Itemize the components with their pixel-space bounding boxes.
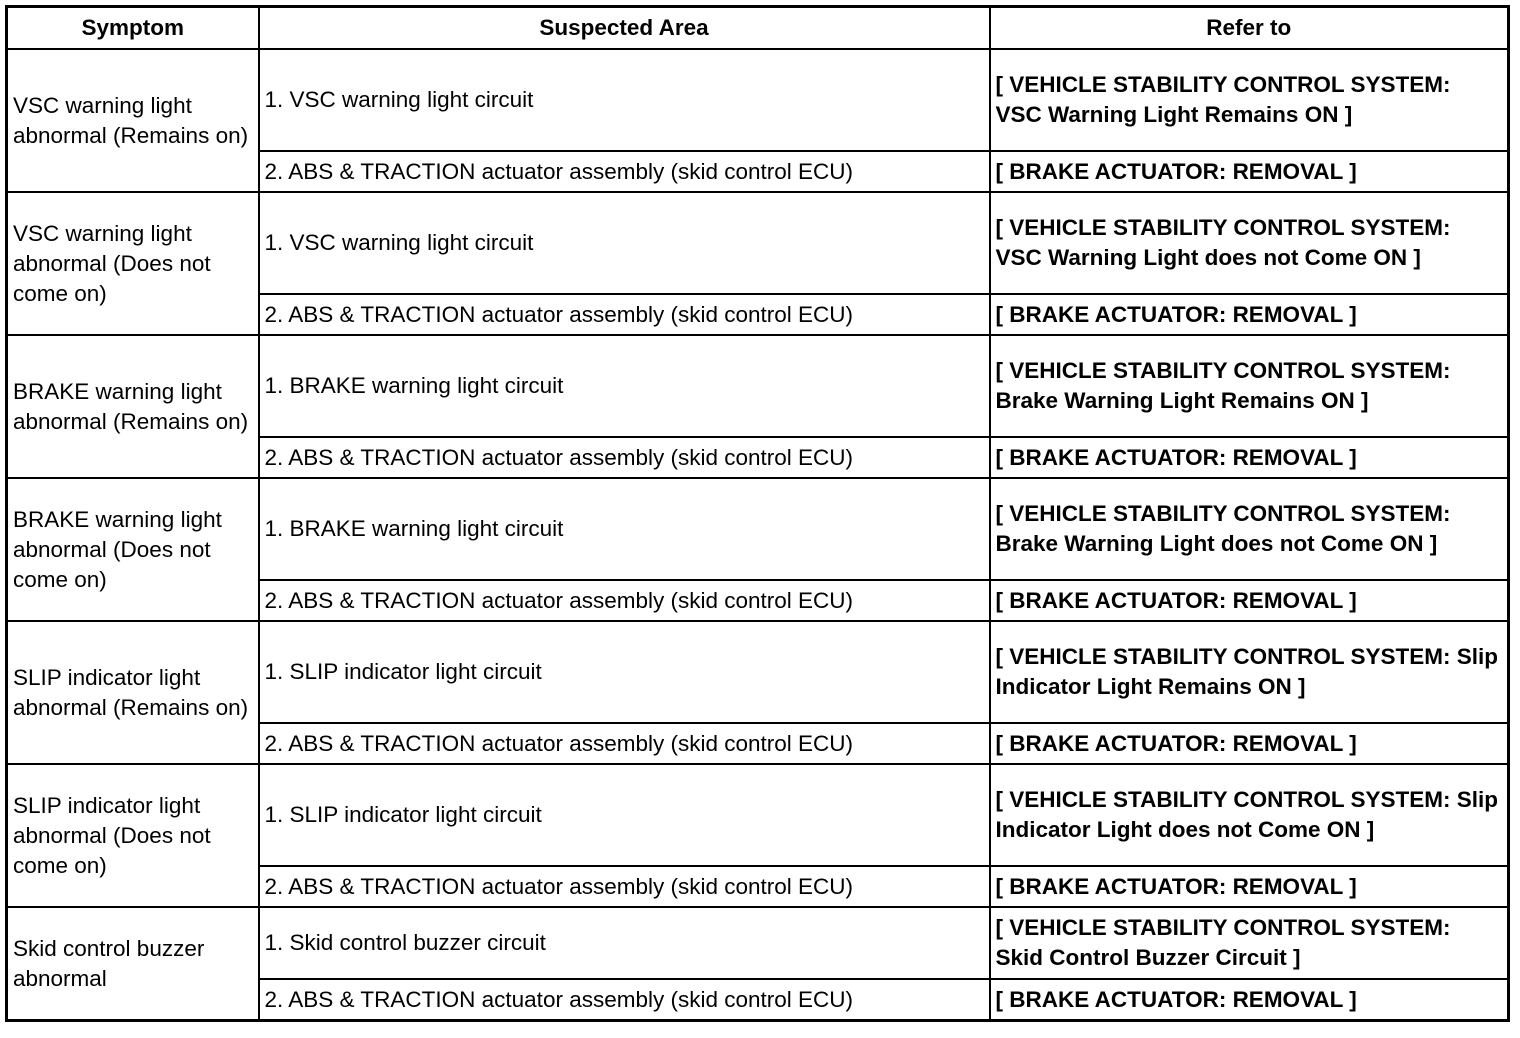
suspected-area-cell: 1. BRAKE warning light circuit: [259, 478, 990, 580]
table-row: [7, 907, 1509, 979]
table-row: [7, 621, 1509, 723]
refer-link[interactable]: [ VEHICLE STABILITY CONTROL SYSTEM: Skid Control Buzzer Circuit ]: [990, 907, 1509, 979]
table-row: [7, 335, 1509, 437]
refer-link[interactable]: [ VEHICLE STABILITY CONTROL SYSTEM: Brake Warning Light does not Come ON ]: [990, 478, 1509, 580]
suspected-area-cell: 2. ABS & TRACTION actuator assembly (skid control ECU): [259, 723, 990, 764]
suspected-area-cell: 1. VSC warning light circuit: [259, 192, 990, 294]
refer-link[interactable]: [ BRAKE ACTUATOR: REMOVAL ]: [990, 723, 1509, 764]
symptom-cell: SLIP indicator light abnormal (Remains on): [7, 621, 259, 764]
refer-link[interactable]: [ VEHICLE STABILITY CONTROL SYSTEM: Slip Indicator Light does not Come ON ]: [990, 764, 1509, 866]
suspected-area-cell: 2. ABS & TRACTION actuator assembly (skid control ECU): [259, 866, 990, 907]
header-row: [7, 7, 1509, 50]
refer-link[interactable]: [ VEHICLE STABILITY CONTROL SYSTEM: Slip Indicator Light Remains ON ]: [990, 621, 1509, 723]
table-row: [7, 764, 1509, 866]
symptom-cell: Skid control buzzer abnormal: [7, 907, 259, 1021]
refer-link[interactable]: [ BRAKE ACTUATOR: REMOVAL ]: [990, 294, 1509, 335]
refer-link[interactable]: [ VEHICLE STABILITY CONTROL SYSTEM: VSC Warning Light does not Come ON ]: [990, 192, 1509, 294]
refer-link[interactable]: [ VEHICLE STABILITY CONTROL SYSTEM: Brake Warning Light Remains ON ]: [990, 335, 1509, 437]
header-refer-to: Refer to: [990, 7, 1509, 50]
refer-link[interactable]: [ BRAKE ACTUATOR: REMOVAL ]: [990, 866, 1509, 907]
header-suspected-area: Suspected Area: [259, 7, 990, 50]
symptom-cell: VSC warning light abnormal (Does not come on): [7, 192, 259, 335]
suspected-area-cell: 2. ABS & TRACTION actuator assembly (skid control ECU): [259, 979, 990, 1021]
refer-link[interactable]: [ BRAKE ACTUATOR: REMOVAL ]: [990, 437, 1509, 478]
suspected-area-cell: 1. VSC warning light circuit: [259, 49, 990, 151]
suspected-area-cell: 2. ABS & TRACTION actuator assembly (skid control ECU): [259, 580, 990, 621]
suspected-area-cell: 2. ABS & TRACTION actuator assembly (skid control ECU): [259, 151, 990, 192]
suspected-area-cell: 2. ABS & TRACTION actuator assembly (skid control ECU): [259, 437, 990, 478]
suspected-area-cell: 1. SLIP indicator light circuit: [259, 621, 990, 723]
suspected-area-cell: 1. SLIP indicator light circuit: [259, 764, 990, 866]
header-symptom: Symptom: [7, 7, 259, 50]
refer-link[interactable]: [ BRAKE ACTUATOR: REMOVAL ]: [990, 151, 1509, 192]
symptom-cell: BRAKE warning light abnormal (Remains on): [7, 335, 259, 478]
symptom-cell: SLIP indicator light abnormal (Does not come on): [7, 764, 259, 907]
table-row: [7, 478, 1509, 580]
symptom-cell: BRAKE warning light abnormal (Does not come on): [7, 478, 259, 621]
table-row: [7, 192, 1509, 294]
suspected-area-cell: 1. BRAKE warning light circuit: [259, 335, 990, 437]
symptom-table: [5, 5, 1510, 1022]
table-row: [7, 49, 1509, 151]
suspected-area-cell: 2. ABS & TRACTION actuator assembly (skid control ECU): [259, 294, 990, 335]
symptom-cell: VSC warning light abnormal (Remains on): [7, 49, 259, 192]
refer-link[interactable]: [ BRAKE ACTUATOR: REMOVAL ]: [990, 979, 1509, 1021]
refer-link[interactable]: [ BRAKE ACTUATOR: REMOVAL ]: [990, 580, 1509, 621]
refer-link[interactable]: [ VEHICLE STABILITY CONTROL SYSTEM: VSC Warning Light Remains ON ]: [990, 49, 1509, 151]
suspected-area-cell: 1. Skid control buzzer circuit: [259, 907, 990, 979]
